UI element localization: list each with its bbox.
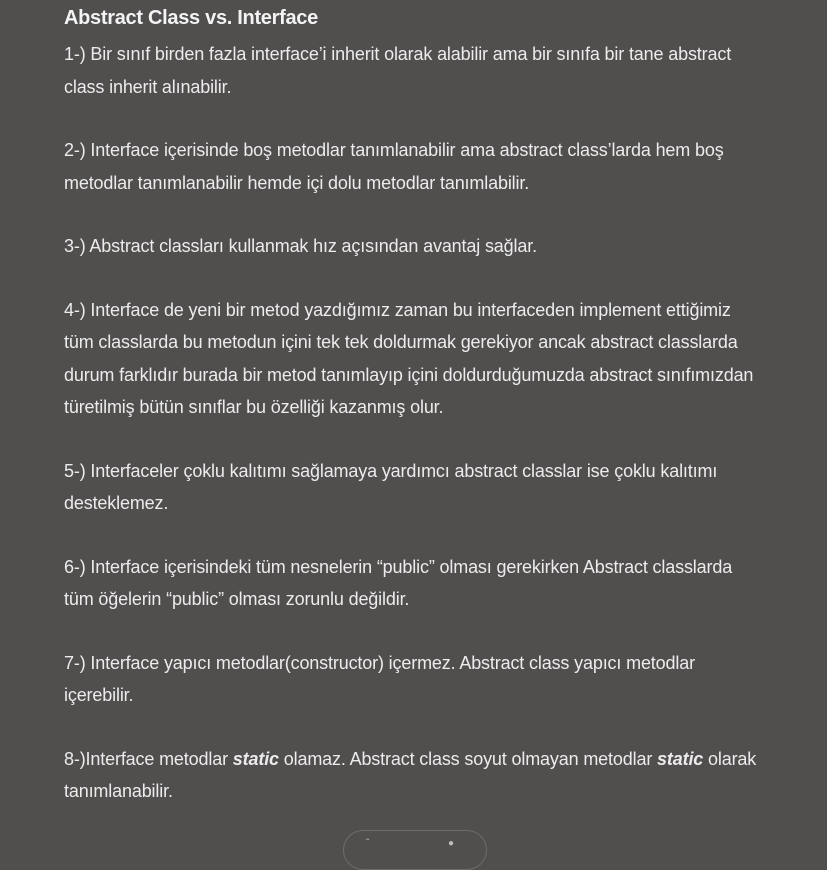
point-4: 4-) Interface de yeni bir metod yazdığımız zaman bu interfaceden implement ettiğimiz tüm classlarda bu metodun içini tek tek doldurmak gerekiyor ancak abstract classlarda durum farklıdır burada bir metod tanımlayıp içini doldurduğumuzda abstract sınıfımızdan türetilmiş bütün sınıflar bu özelliği kazanmış olur. — [64, 299, 754, 417]
point-7: 7-) Interface yapıcı metodlar(constructor) içermez. Abstract class yapıcı metodlar içerebilir. — [64, 652, 695, 705]
circle-icon: ● — [448, 838, 455, 849]
chevron-icon: ˆ — [366, 838, 370, 849]
section-title: Abstract Class vs. Interface — [64, 7, 318, 29]
point-8-static-b: static — [657, 748, 704, 769]
point-2: 2-) Interface içerisinde boş metodlar tanımlanabilir ama abstract class’larda hem boş metodlar tanımlanabilir hemde içi dolu metodlar tanımlabilir. — [64, 140, 724, 193]
point-3: 3-) Abstract classları kullanmak hız açısından avantaj sağlar. — [64, 236, 537, 256]
scroll-to-bottom-button[interactable] — [343, 830, 487, 870]
point-8-text-c: olarak tanımlanabilir. — [64, 748, 757, 801]
point-8 — [64, 743, 764, 808]
point-8-text-b: olamaz. Abstract class soyut olmayan metodlar — [278, 748, 658, 769]
article-content — [64, 4, 764, 808]
point-6: 6-) Interface içerisindeki tüm nesnelerin “public” olması gerekirken Abstract classlarda tüm öğelerin “public” olması zorunlu değildir. — [64, 556, 733, 609]
point-8-static-a: static — [232, 748, 279, 769]
point-1: 1-) Bir sınıf birden fazla interface’i inherit olarak alabilir ama bir sınıfa bir tane abstract class inherit alınabilir. — [64, 44, 732, 97]
point-8-text-a: 8-)Interface metodlar — [64, 748, 233, 769]
point-5: 5-) Interfaceler çoklu kalıtımı sağlamaya yardımcı abstract classlar ise çoklu kalıtımı desteklemez. — [64, 460, 718, 513]
